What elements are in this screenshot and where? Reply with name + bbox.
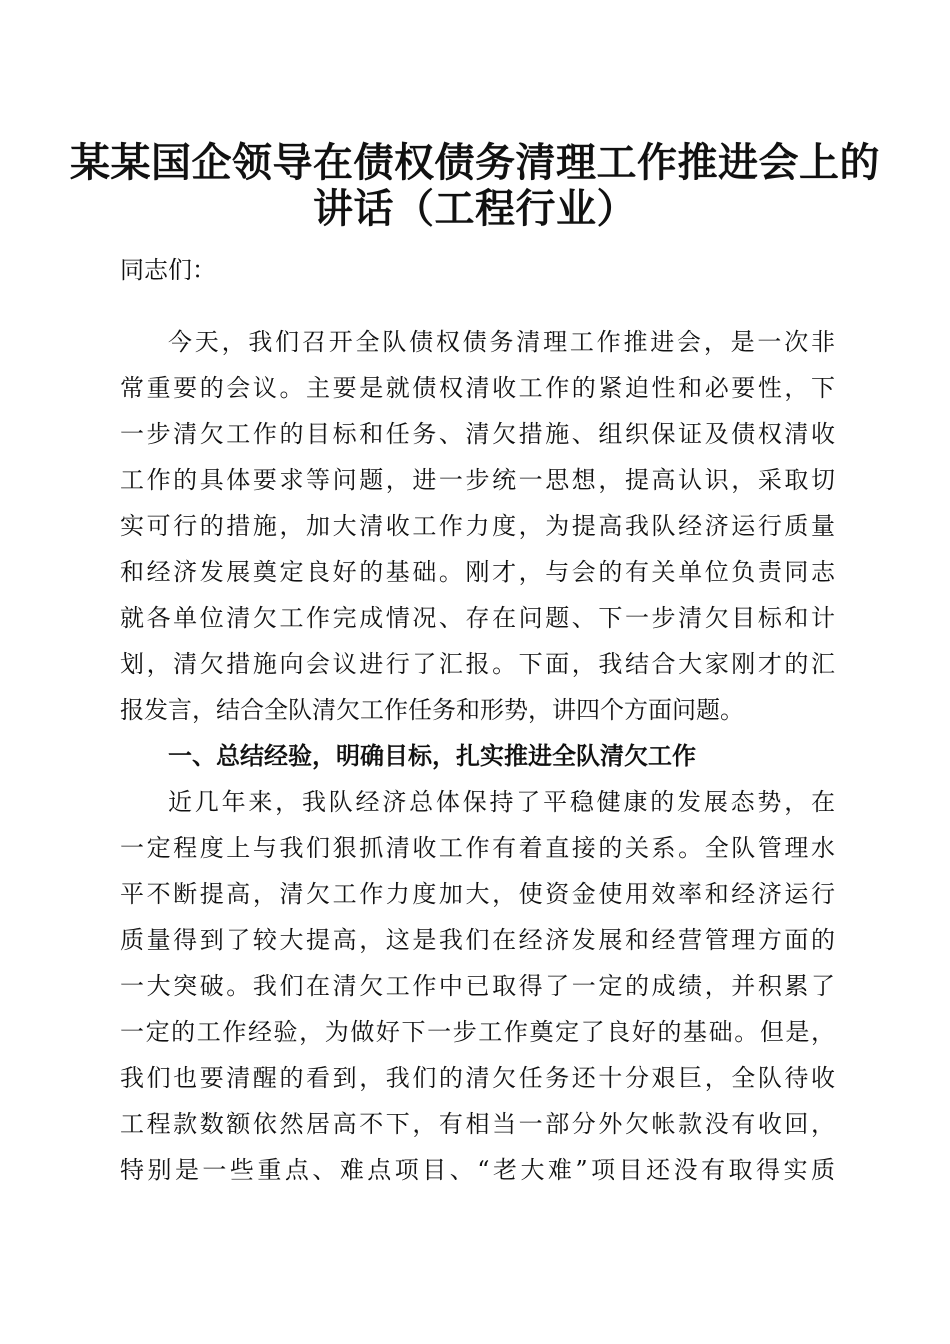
section-heading: 一、总结经验，明确目标，扎实推进全队清欠工作: [168, 742, 696, 770]
paragraph-line: 近几年来，我队经济总体保持了平稳健康的发展态势，在: [168, 788, 835, 816]
paragraph-line: 平不断提高，清欠工作力度加大，使资金使用效率和经济运行: [120, 880, 835, 908]
paragraph-line: 常重要的会议。主要是就债权清收工作的紧迫性和必要性，下: [120, 374, 835, 402]
paragraph-line: 质量得到了较大提高，这是我们在经济发展和经营管理方面的: [120, 926, 835, 954]
document-title-line-2: 讲话（工程行业）: [313, 185, 637, 232]
paragraph-line: 实可行的措施，加大清收工作力度，为提高我队经济运行质量: [120, 512, 835, 540]
salutation: 同志们：: [120, 256, 216, 284]
paragraph-line: 一步清欠工作的目标和任务、清欠措施、组织保证及债权清收: [120, 420, 835, 448]
paragraph-line: 一定的工作经验，为做好下一步工作奠定了良好的基础。但是，: [120, 1018, 835, 1046]
paragraph-line: 特别是一些重点、难点项目、“老大难”项目还没有取得实质: [120, 1156, 835, 1184]
paragraph-line: 划，清欠措施向会议进行了汇报。下面，我结合大家刚才的汇: [120, 650, 835, 678]
paragraph-line: 报发言，结合全队清欠工作任务和形势，讲四个方面问题。: [120, 696, 744, 724]
document-title-line-1: 某某国企领导在债权债务清理工作推进会上的: [70, 139, 880, 186]
paragraph-line: 我们也要清醒的看到，我们的清欠任务还十分艰巨，全队待收: [120, 1064, 835, 1092]
paragraph-line: 今天，我们召开全队债权债务清理工作推进会，是一次非: [168, 328, 835, 356]
paragraph-line: 就各单位清欠工作完成情况、存在问题、下一步清欠目标和计: [120, 604, 835, 632]
paragraph-line: 一大突破。我们在清欠工作中已取得了一定的成绩，并积累了: [120, 972, 835, 1000]
paragraph-line: 工程款数额依然居高不下，有相当一部分外欠帐款没有收回，: [120, 1110, 835, 1138]
paragraph-line: 工作的具体要求等问题，进一步统一思想，提高认识，采取切: [120, 466, 835, 494]
paragraph-line: 一定程度上与我们狠抓清收工作有着直接的关系。全队管理水: [120, 834, 835, 862]
paragraph-line: 和经济发展奠定良好的基础。刚才，与会的有关单位负责同志: [120, 558, 835, 586]
